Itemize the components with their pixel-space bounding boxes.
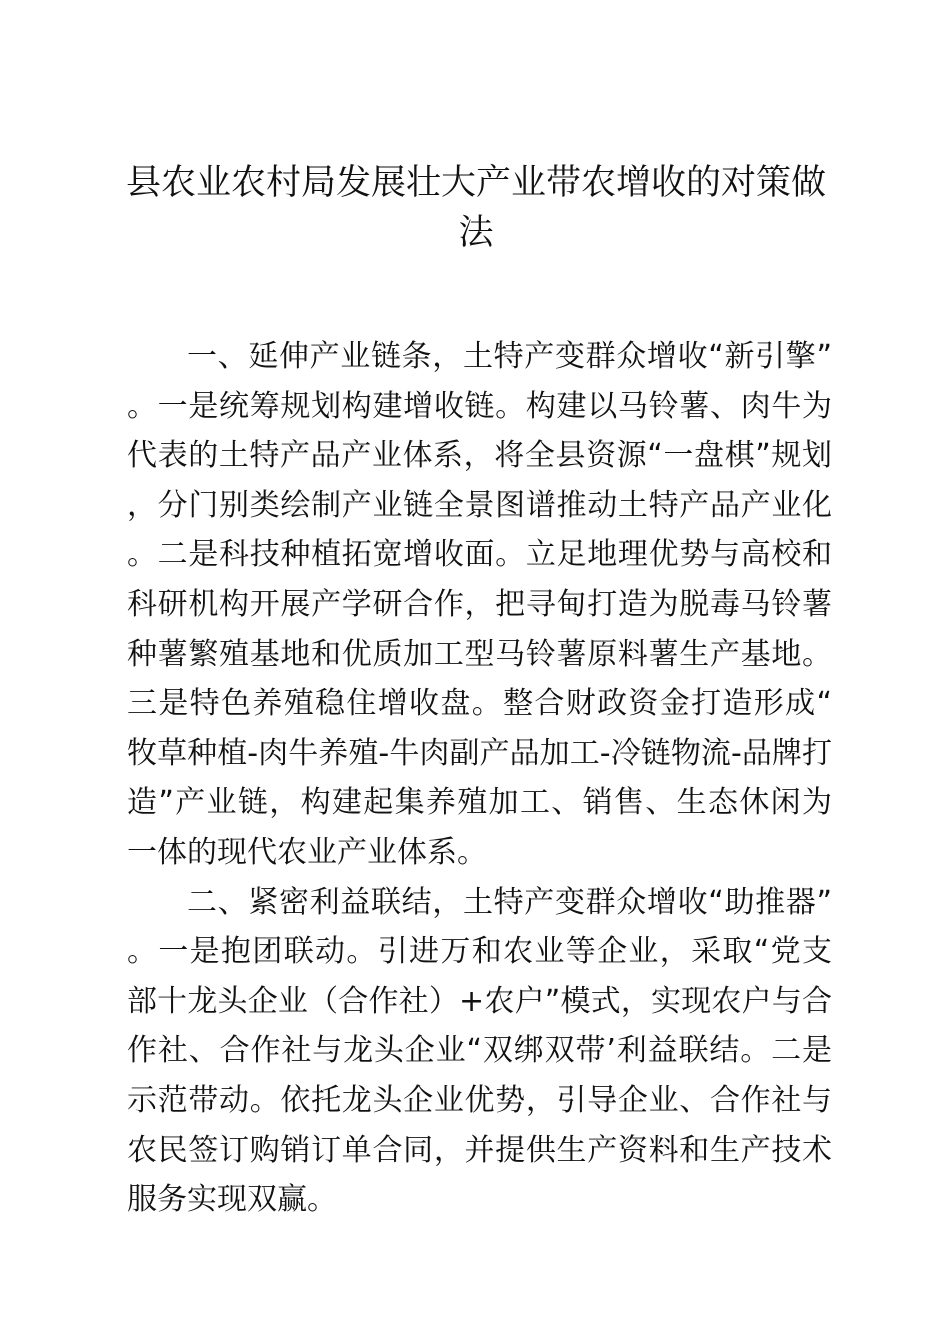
paragraph-1: 一、延伸产业链条，土特产变群众增收“新引擎”。一是统筹规划构建增收链。构建以马铃薯、肉牛为代表的土特产品产业体系，将全县资源“一盘棋”规划，分门别类绘制产业链全景图谱推动土特产品产业化。二是科技种植拓宽增收面。立足地理优势与高校和科研机构开展产学研合作，把寻甸打造为脱毒马铃薯种薯繁殖基地和优质加工型马铃薯原料薯生产基地。三是特色养殖稳住增收盘。整合财政资金打造形成“牧草种植-肉牛养殖-牛肉副产品加工-冷链物流-品牌打造”产业链，构建起集养殖加工、销售、生态休闲为一体的现代农业产业体系。 (127, 339, 832, 870)
document-title: 县农业农村局发展壮大产业带农增收的对策做法 (125, 163, 826, 253)
paragraph-2: 二、紧密利益联结，土特产变群众增收“助推器”。一是抱团联动。引进万和农业等企业，采取“党支部十龙头企业（合作社）+农户”模式，实现农户与合作社、合作社与龙头企业“双绑双带’利益联结。二是示范带动。依托龙头企业优势，引导企业、合作社与农民签订购销订单合同，并提供生产资料和生产技术服务实现双赢。 (127, 884, 832, 1218)
document-body (127, 332, 832, 1225)
